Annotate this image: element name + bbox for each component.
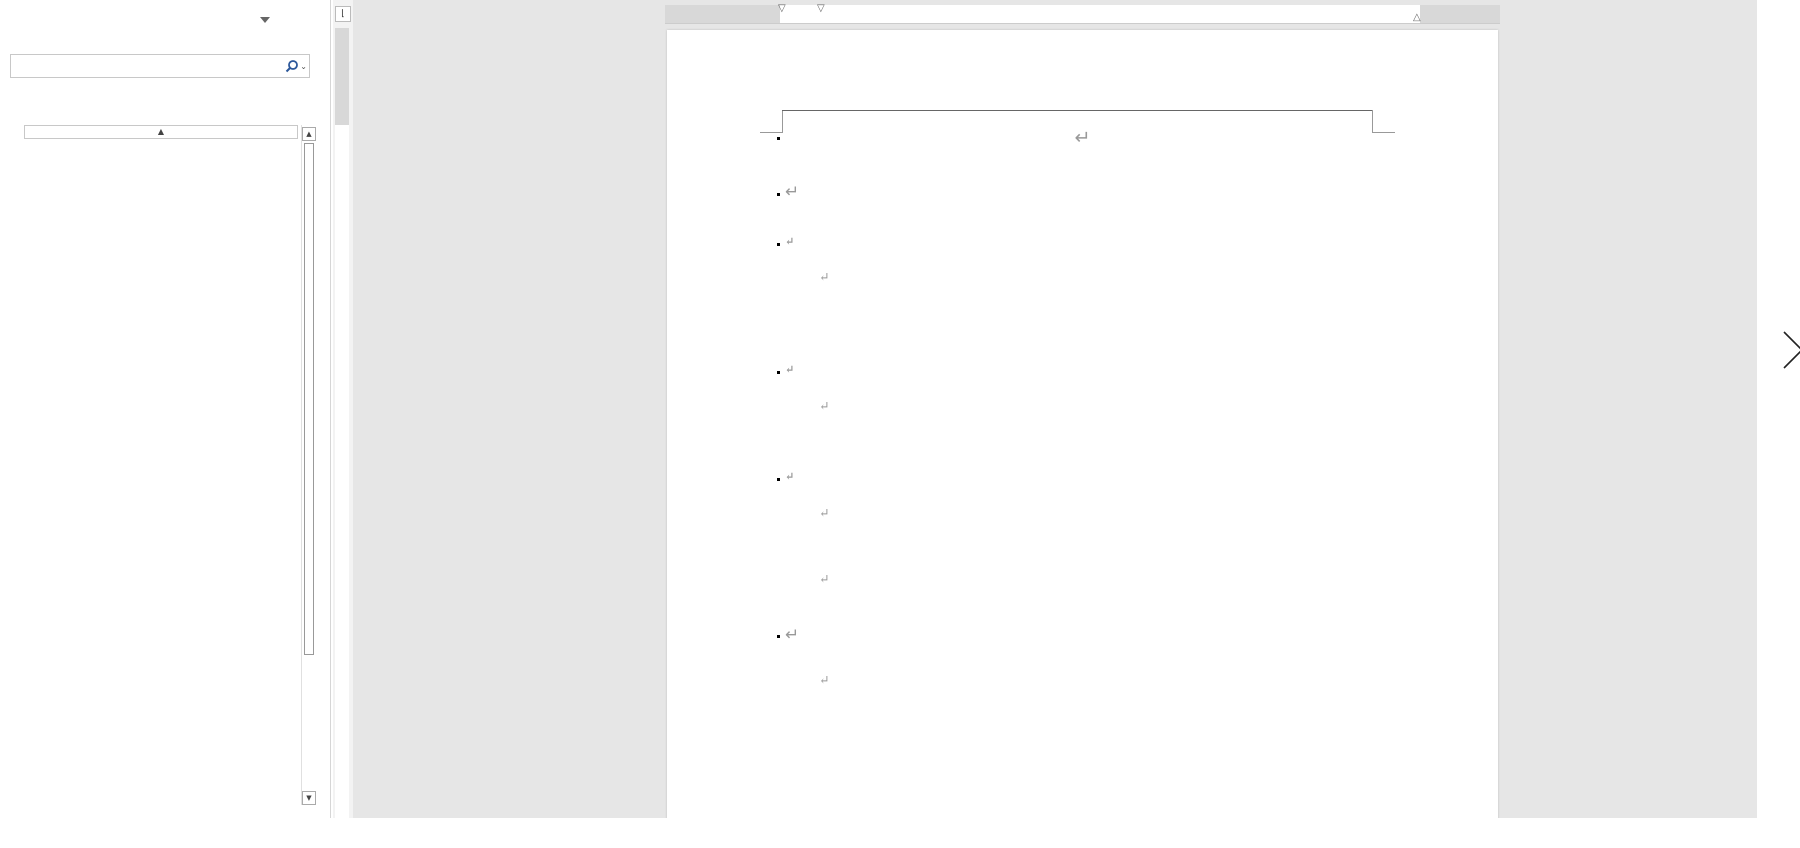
- keep-with-next-marker: [777, 478, 780, 481]
- nav-scrollbar[interactable]: [301, 125, 316, 805]
- heading-tree: [10, 160, 300, 800]
- keep-with-next-marker: [777, 371, 780, 374]
- paragraph-site-planning: [785, 711, 1425, 747]
- subsection-heading-3-1-3: ↵: [785, 469, 795, 483]
- nav-options-dropdown-icon[interactable]: [260, 17, 270, 23]
- subsection-heading-3-1-2: ↵: [785, 362, 795, 376]
- keep-with-next-marker: [777, 193, 780, 196]
- navigation-pane: [0, 0, 331, 818]
- vertical-ruler-margin: [335, 28, 349, 125]
- subsection-heading-3-1-1: ↵: [785, 234, 795, 248]
- paragraph-operational: ↵: [819, 505, 830, 520]
- ruler-left-margin: [665, 5, 780, 23]
- paragraph-technical: ↵: [819, 398, 830, 413]
- search-options-chevron-icon[interactable]: ⌄: [300, 62, 307, 71]
- scrollbar-thumb[interactable]: [304, 143, 314, 655]
- chevron-right-icon[interactable]: [1780, 330, 1800, 370]
- section-heading-3-1: ↵: [785, 181, 800, 201]
- document-page[interactable]: [667, 30, 1498, 820]
- right-indent-marker-icon[interactable]: △: [1413, 12, 1421, 23]
- paragraph-site-status: ↵: [819, 672, 830, 687]
- keep-with-next-marker: [777, 635, 780, 638]
- scroll-down-icon[interactable]: ▼: [302, 791, 316, 805]
- hanging-indent-marker-icon[interactable]: ▽: [817, 3, 825, 14]
- ruler-right-margin: [1420, 5, 1500, 23]
- paragraph-economic: ↵: [819, 269, 830, 284]
- vertical-ruler-strip[interactable]: [335, 28, 349, 818]
- search-icon[interactable]: [285, 59, 299, 73]
- nav-search-box[interactable]: [10, 54, 310, 78]
- scroll-up-icon[interactable]: ▲: [302, 127, 316, 141]
- search-input[interactable]: [15, 56, 277, 78]
- first-line-indent-marker-icon[interactable]: ▽: [778, 3, 786, 14]
- section-heading-3-2: ↵: [785, 624, 800, 644]
- collapse-all-button[interactable]: ▲: [24, 125, 298, 139]
- horizontal-ruler[interactable]: [665, 5, 1500, 24]
- keep-with-next-marker: [777, 243, 780, 246]
- vertical-ruler: [333, 0, 353, 818]
- header-rule: [782, 110, 1372, 111]
- chapter-title: ↵: [1074, 126, 1091, 149]
- paragraph-summary: ↵: [819, 571, 830, 586]
- tab-selector-button[interactable]: ⌊: [335, 6, 351, 22]
- bottom-strip: [0, 818, 1800, 848]
